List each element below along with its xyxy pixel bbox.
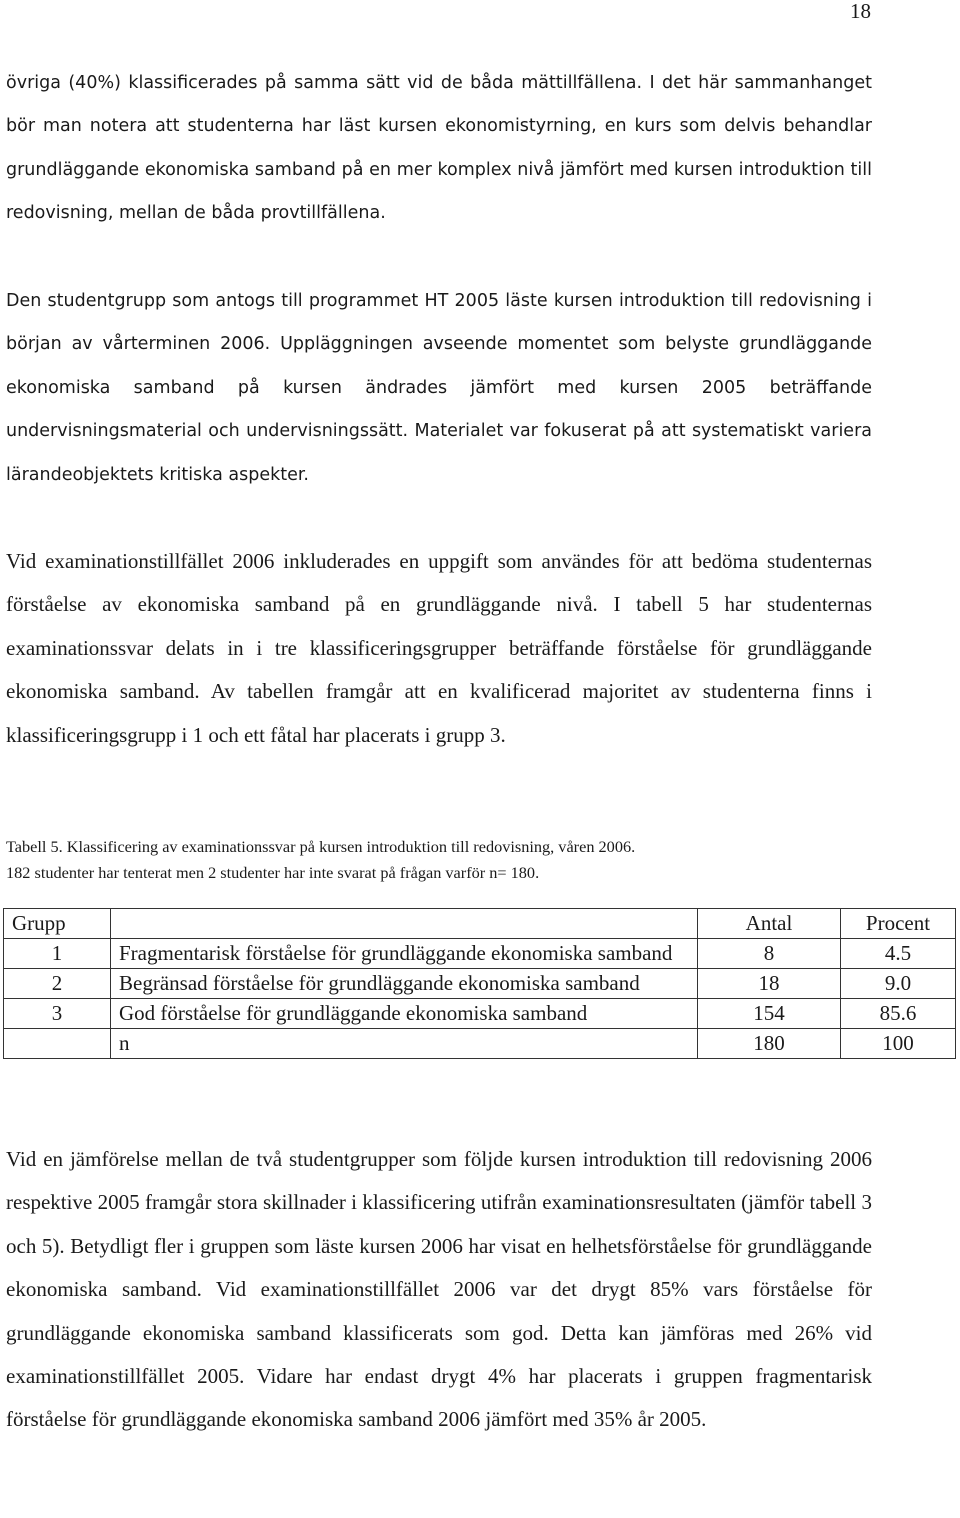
table-row bbox=[4, 999, 956, 1029]
cell-description: Fragmentarisk förståelse för grundläggande ekonomiska samband bbox=[111, 939, 698, 969]
cell-count: 154 bbox=[698, 999, 841, 1029]
header-group: Grupp bbox=[4, 909, 111, 939]
classification-table bbox=[3, 908, 956, 1059]
table-row bbox=[4, 969, 956, 999]
header-percent: Procent bbox=[841, 909, 956, 939]
cell-total-label: n bbox=[111, 1029, 698, 1059]
cell-group: 2 bbox=[4, 969, 111, 999]
header-count: Antal bbox=[698, 909, 841, 939]
header-description bbox=[111, 909, 698, 939]
cell-percent: 4.5 bbox=[841, 939, 956, 969]
cell-total-percent: 100 bbox=[841, 1029, 956, 1059]
table-total-row bbox=[4, 1029, 956, 1059]
paragraph-comparison: Vid en jämförelse mellan de två studentgrupper som följde kursen introduktion till redovisning 2006 respektive 2005 framgår stora skillnader i klassificering utifrån examinationsresultaten (jämför tabell 3 och 5). Betydligt fler i gruppen som läste kursen 2006 har visat en helhetsförståelse för grundläggande ekonomiska samband. Vid examinationstillfället 2006 var det drygt 85% vars förståelse för grundläggande ekonomiska samband klassificerats som god. Detta kan jämföras med 26% vid examinationstillfället 2005. Vidare har endast drygt 4% har placerats i gruppen fragmentarisk förståelse för grundläggande ekonomiska samband 2006 jämfört med 35% år 2005. bbox=[6, 1147, 872, 1432]
cell-description: Begränsad förståelse för grundläggande ekonomiska samband bbox=[111, 969, 698, 999]
cell-count: 18 bbox=[698, 969, 841, 999]
cell-count: 8 bbox=[698, 939, 841, 969]
page-number: 18 bbox=[850, 0, 871, 23]
cell-percent: 9.0 bbox=[841, 969, 956, 999]
table-caption bbox=[6, 834, 906, 886]
table-caption-title: Tabell 5. Klassificering av examinationssvar på kursen introduktion till redovisning, våren 2006. bbox=[6, 837, 636, 856]
paragraph-student-group-2005: Den studentgrupp som antogs till programmet HT 2005 läste kursen introduktion till redovisning i början av vårterminen 2006. Uppläggningen avseende momentet som belyste grundläggande ekonomiska samband på kursen ändrades jämfört med kursen 2005 beträffande undervisningsmaterial och undervisningssätt. Materialet var fokuserat på att systematiskt variera lärandeobjektets kritiska aspekter. bbox=[6, 291, 872, 485]
table-header-row bbox=[4, 909, 956, 939]
paragraph-previous-results: övriga (40%) klassificerades på samma sätt vid de båda mättillfällena. I det här sammanhanget bör man notera att studenterna har läst kursen ekonomistyrning, en kurs som delvis behandlar grundläggande ekonomiska samband på en mer komplex nivå jämfört med kursen introduktion till redovisning, mellan de båda provtillfällena. bbox=[6, 73, 872, 224]
cell-total-count: 180 bbox=[698, 1029, 841, 1059]
cell-percent: 85.6 bbox=[841, 999, 956, 1029]
cell-group: 1 bbox=[4, 939, 111, 969]
cell-group bbox=[4, 1029, 111, 1059]
table-caption-note: 182 studenter har tenterat men 2 studenter har inte svarat på frågan varför n= 180. bbox=[6, 863, 540, 882]
cell-group: 3 bbox=[4, 999, 111, 1029]
table-row bbox=[4, 939, 956, 969]
cell-description: God förståelse för grundläggande ekonomiska samband bbox=[111, 999, 698, 1029]
paragraph-examination-2006: Vid examinationstillfället 2006 inkluderades en uppgift som användes för att bedöma studenternas förståelse av ekonomiska samband på en grundläggande nivå. I tabell 5 har studenternas examinationssvar delats in i tre klassificeringsgrupper beträffande förståelse för grundläggande ekonomiska samband. Av tabellen framgår att en kvalificerad majoritet av studenterna finns i klassificeringsgrupp i 1 och ett fåtal har placerats i grupp 3. bbox=[6, 549, 872, 747]
